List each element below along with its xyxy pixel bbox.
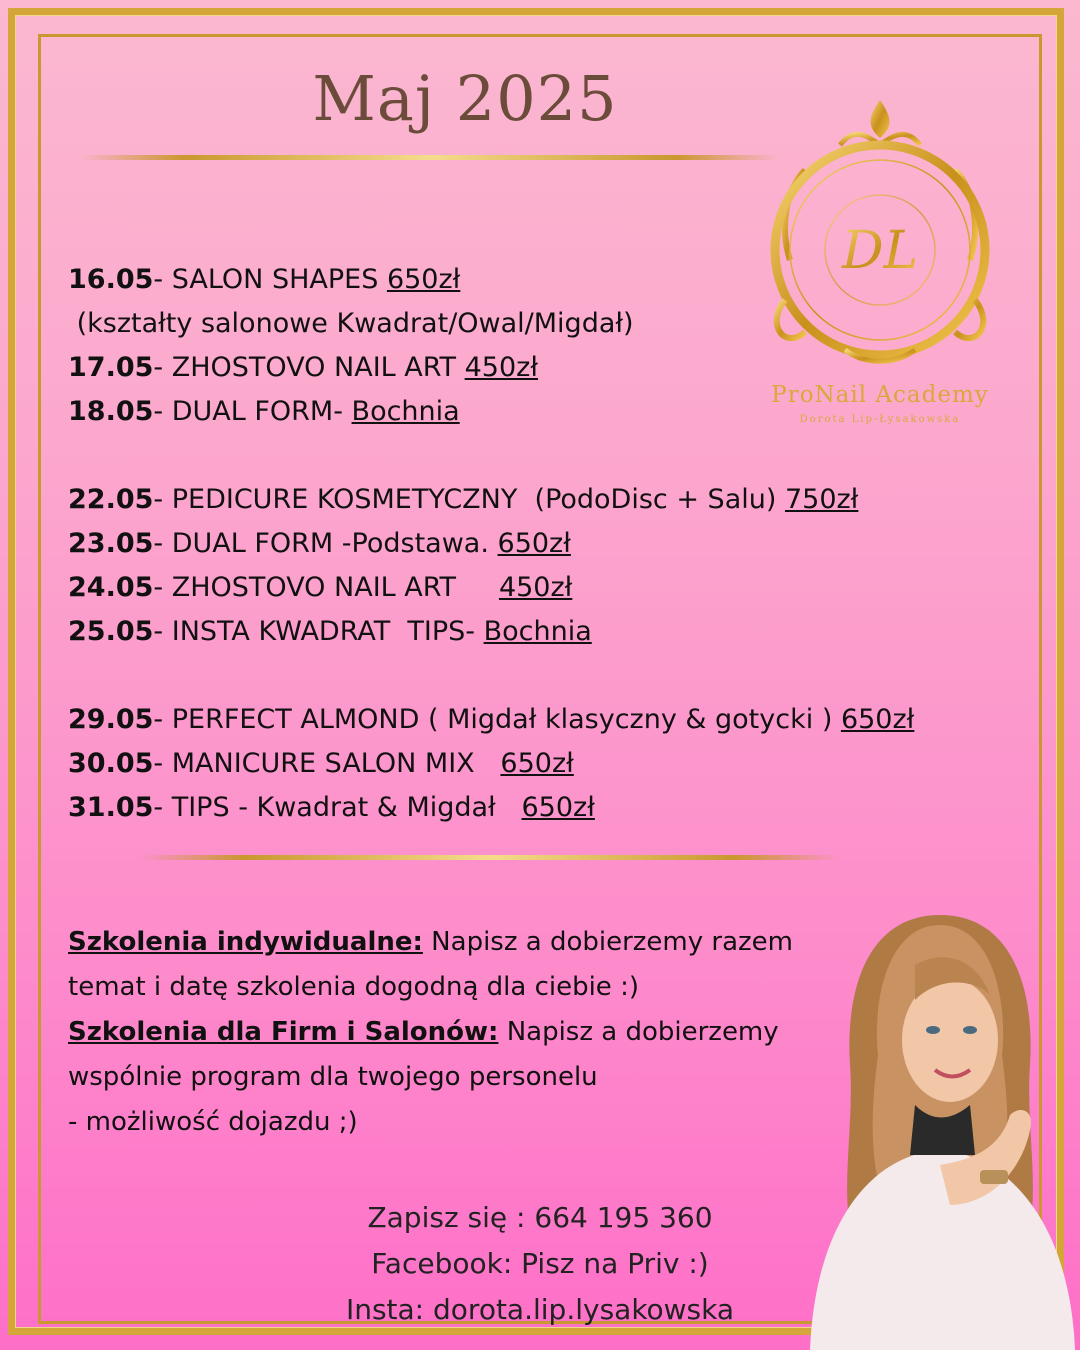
title-divider [80,155,780,160]
schedule-price-or-location: 650zł [840,704,915,735]
svg-text:DL: DL [841,221,919,281]
schedule-price-or-location: 650zł [386,264,461,295]
instagram-line: Insta: dorota.lip.lysakowska [345,1293,735,1326]
brand-name: ProNail Academy [771,382,989,408]
company-training-text2: wspólnie program dla twojego personelu [68,1062,598,1092]
individual-training-text: Napisz a dobierzemy razem [422,927,793,957]
schedule-title: - INSTA KWADRAT TIPS- [153,616,484,647]
schedule-row [68,610,1058,654]
schedule-date: 16.05 [68,264,154,295]
page-title: Maj 2025 [312,62,618,135]
individual-training-text2: temat i datę szkolenia dogodną dla ciebie :) [68,972,639,1002]
company-training-text3: - możliwość dojazdu ;) [68,1107,358,1137]
schedule-price-or-location: 650zł [497,528,571,559]
brand-subtitle: Dorota Lip-Łysakowska [799,414,961,425]
schedule-date: 30.05 [68,748,154,779]
schedule-title: - DUAL FORM- [153,396,352,427]
schedule-price-or-location: Bochnia [351,396,460,427]
schedule-title: - TIPS - Kwadrat & Migdał [153,792,522,823]
schedule-price-or-location: 750zł [784,484,859,515]
course-schedule [68,258,1058,830]
schedule-title: - ZHOSTOVO NAIL ART [153,352,465,383]
schedule-date: 22.05 [68,484,154,515]
schedule-date: 31.05 [68,792,154,823]
schedule-gap [68,654,1058,698]
portrait-photo [800,905,1080,1350]
schedule-date: 17.05 [68,352,154,383]
schedule-row [68,258,1058,302]
company-training-heading: Szkolenia dla Firm i Salonów: [68,1017,499,1047]
schedule-date: 18.05 [68,396,154,427]
schedule-gap [68,434,1058,478]
training-info [68,920,928,1145]
individual-training-heading: Szkolenia indywidualne: [68,927,423,957]
schedule-row [68,698,1058,742]
schedule-price-or-location: 450zł [464,352,539,383]
schedule-title: - PEDICURE KOSMETYCZNY (PodoDisc + Salu) [153,484,785,515]
schedule-row [68,742,1058,786]
individual-training-line [68,920,928,965]
schedule-row [68,478,1058,522]
schedule-price-or-location: 450zł [498,572,573,603]
schedule-price-or-location: Bochnia [483,616,592,647]
schedule-row [68,346,1058,390]
company-training-text: Napisz a dobierzemy [498,1017,779,1047]
contact-info [280,1195,800,1333]
schedule-date: 24.05 [68,572,154,603]
schedule-title: - MANICURE SALON MIX [153,748,501,779]
schedule-row [68,302,1058,346]
schedule-title: - DUAL FORM -Podstawa. [153,528,498,559]
schedule-row [68,522,1058,566]
company-training-line [68,1010,928,1055]
phone-line: Zapisz się : 664 195 360 [367,1201,713,1234]
schedule-date: 23.05 [68,528,154,559]
schedule-row [68,566,1058,610]
facebook-line: Facebook: Pisz na Priv :) [371,1247,709,1280]
schedule-title: (kształty salonowe Kwadrat/Owal/Migdał) [68,308,634,339]
section-divider [140,855,840,860]
schedule-row [68,390,1058,434]
schedule-title: - SALON SHAPES [153,264,387,295]
schedule-price-or-location: 650zł [500,748,574,779]
schedule-title: - PERFECT ALMOND ( Migdał klasyczny & gotycki ) [153,704,841,735]
schedule-date: 29.05 [68,704,154,735]
schedule-title: - ZHOSTOVO NAIL ART [153,572,499,603]
schedule-date: 25.05 [68,616,154,647]
schedule-price-or-location: 650zł [521,792,595,823]
schedule-row [68,786,1058,830]
